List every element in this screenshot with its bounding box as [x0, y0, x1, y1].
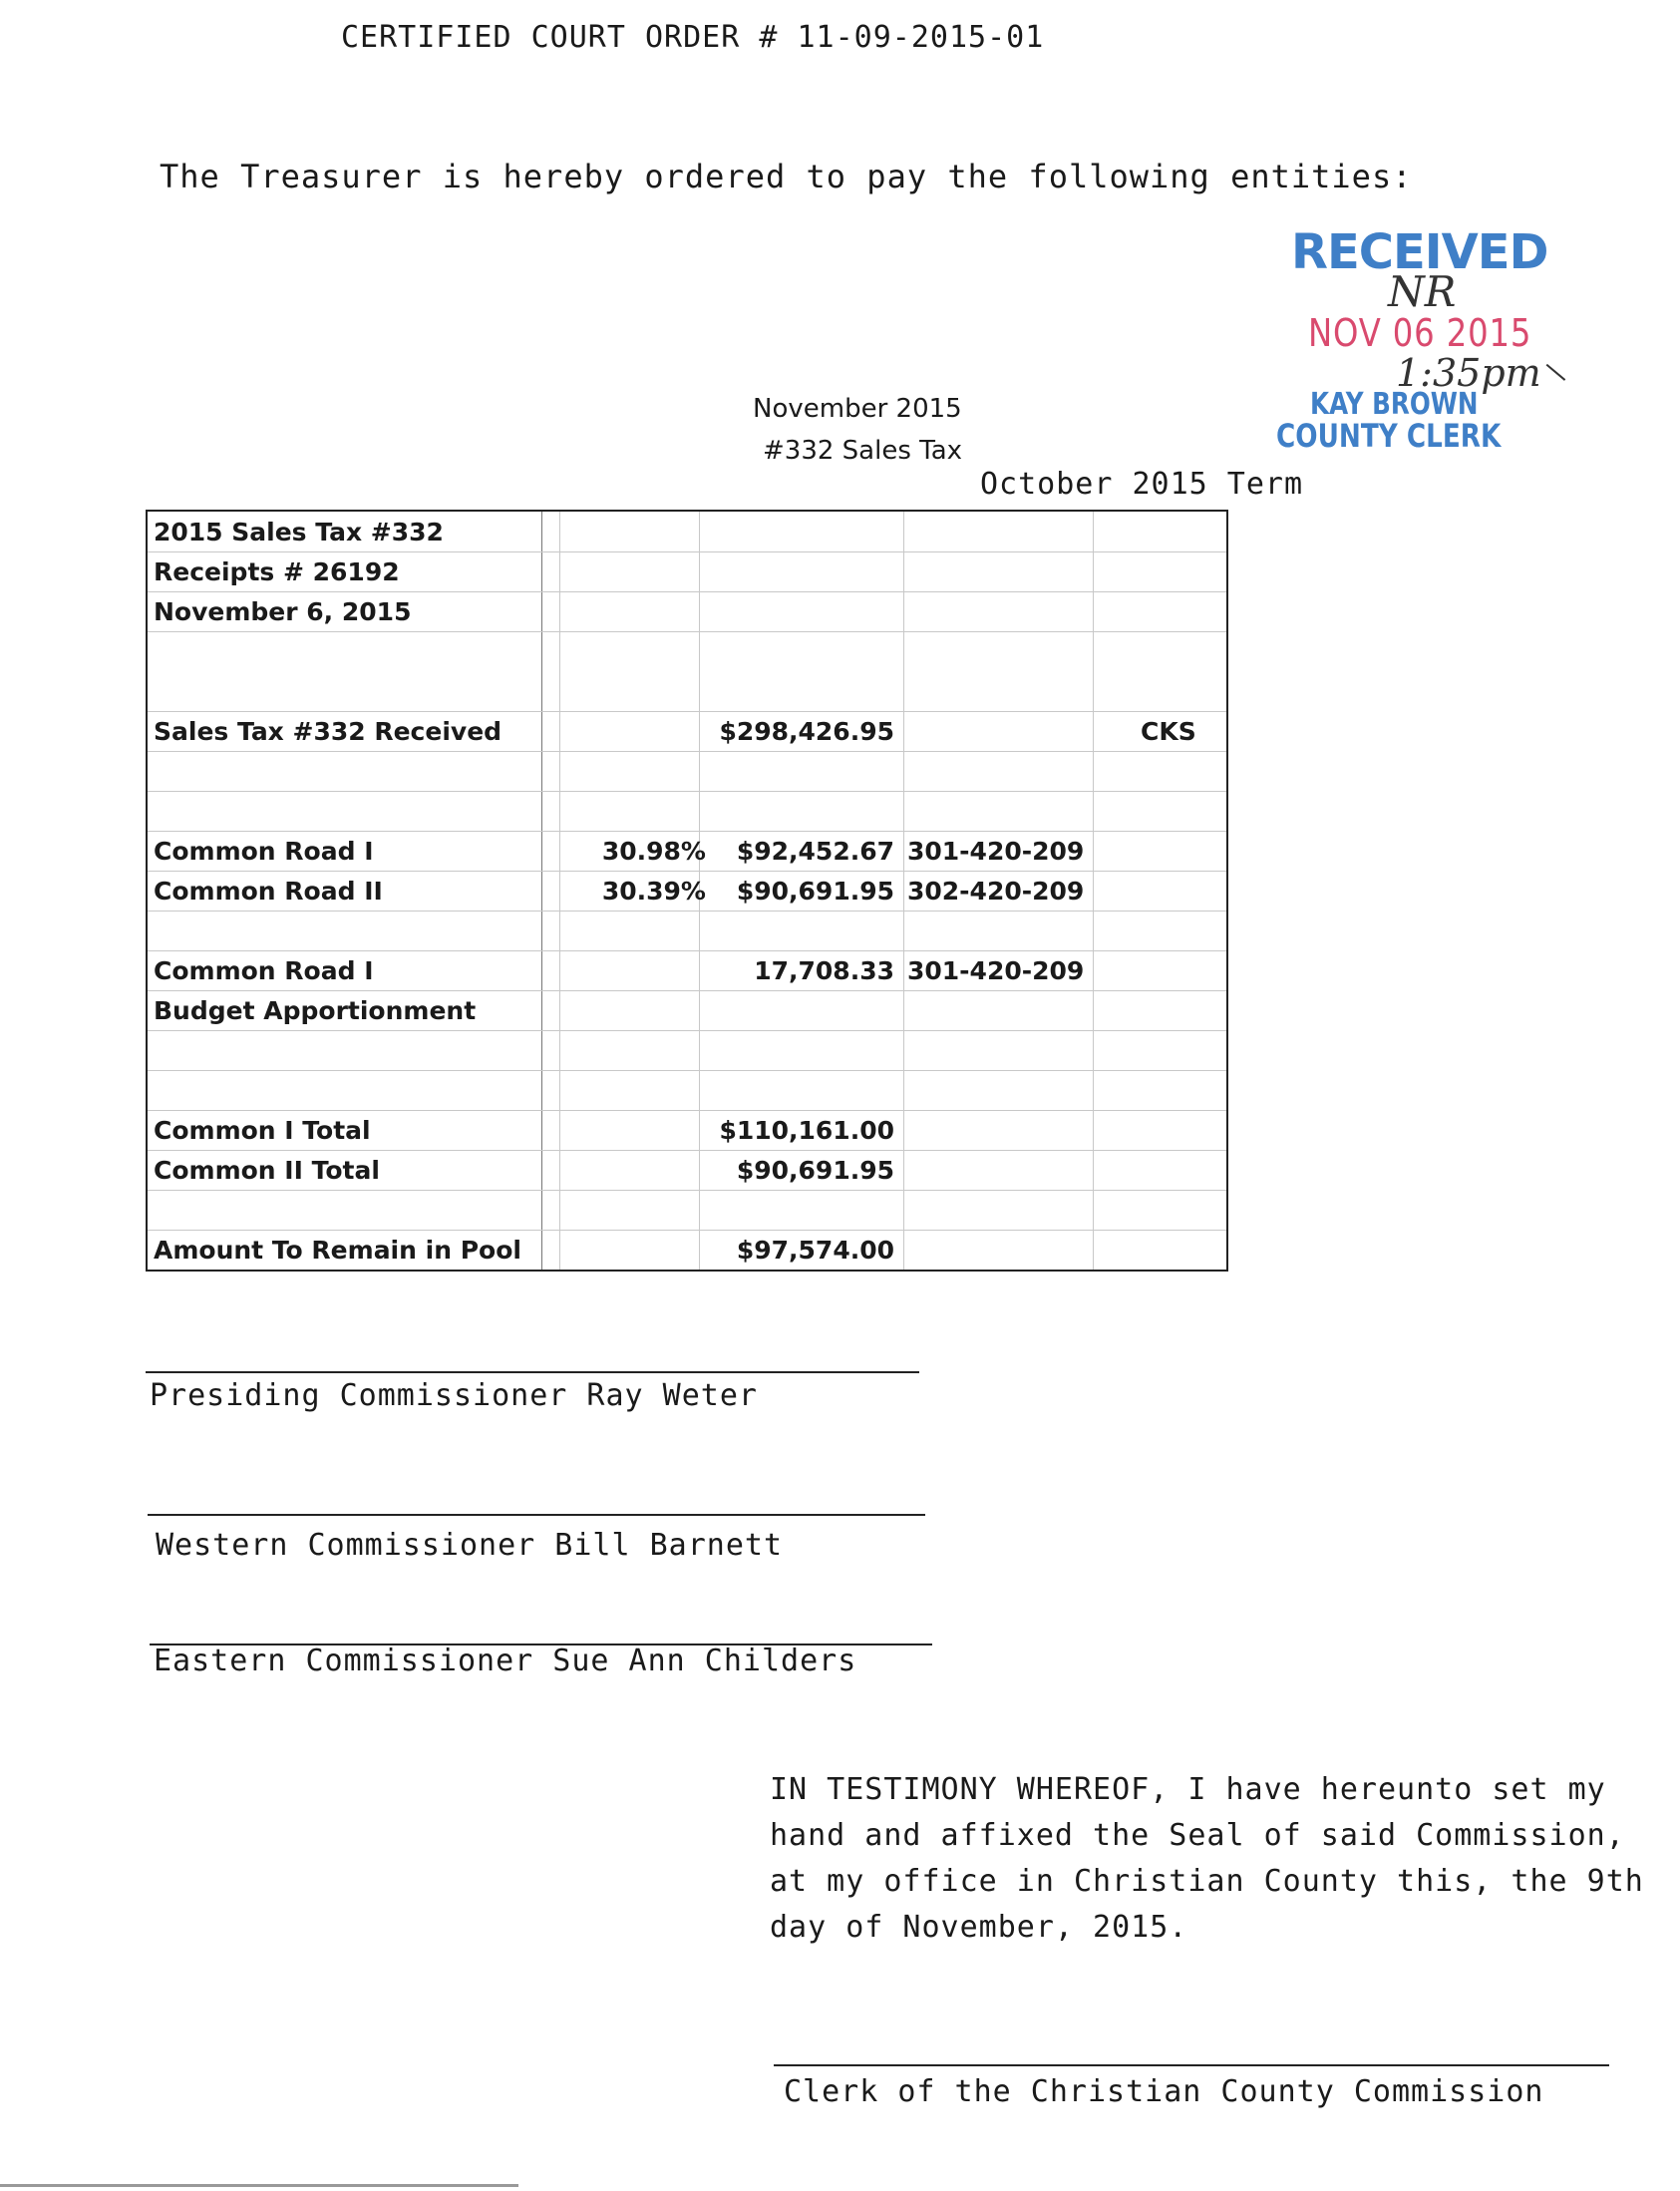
scan-edge-mark: [0, 2184, 518, 2187]
ledger-label: Common Road II: [154, 877, 383, 906]
column-divider: [1093, 512, 1094, 1270]
column-divider: [541, 512, 542, 1270]
eastern-commissioner-label: Eastern Commissioner Sue Ann Childers: [154, 1643, 857, 1678]
ledger-amount: $90,691.95: [736, 1156, 894, 1185]
stamp-clerk-office: COUNTY CLERK: [1276, 417, 1502, 455]
document-title: CERTIFIED COURT ORDER # 11-09-2015-01: [341, 20, 1045, 55]
column-divider: [559, 512, 560, 1270]
ledger-label: Common Road I: [154, 837, 374, 866]
clerk-signature-line: [774, 2064, 1609, 2066]
presiding-commissioner-label: Presiding Commissioner Ray Weter: [150, 1378, 758, 1413]
ledger-header-subtitle: #332 Sales Tax: [763, 436, 963, 466]
ledger-account: 302-420-209: [907, 877, 1085, 906]
row-divider: [148, 1150, 1226, 1151]
ledger-amount: $92,452.67: [736, 837, 894, 866]
clerk-label: Clerk of the Christian County Commission: [784, 2074, 1544, 2109]
western-commissioner-label: Western Commissioner Bill Barnett: [156, 1528, 784, 1563]
column-divider: [903, 512, 904, 1270]
ledger-percent: 30.98%: [601, 837, 706, 866]
ledger-amount: $110,161.00: [719, 1116, 894, 1145]
ledger-label: Common Road I: [154, 956, 374, 985]
stamp-received-text: RECEIVED: [1291, 224, 1548, 280]
ledger-account: 301-420-209: [907, 837, 1085, 866]
stamp-clerk-name: KAY BROWN: [1310, 387, 1479, 422]
received-stamp: [1276, 219, 1575, 459]
ledger-label: Common II Total: [154, 1156, 380, 1185]
ledger-label: Sales Tax #332 Received: [154, 717, 503, 746]
row-divider: [148, 631, 1226, 632]
ledger-note: CKS: [1141, 717, 1196, 746]
row-divider: [148, 751, 1226, 752]
ledger-amount: $90,691.95: [736, 877, 894, 906]
ledger-label: Amount To Remain in Pool: [154, 1236, 521, 1265]
ledger-label: Budget Apportionment: [154, 996, 477, 1025]
ledger-percent: 30.39%: [601, 877, 706, 906]
ledger-label: Common I Total: [154, 1116, 371, 1145]
stamp-time: 1:35pm: [1396, 351, 1541, 395]
row-divider: [148, 551, 1226, 552]
stamp-date: NOV 06 2015: [1308, 311, 1532, 355]
row-divider: [148, 1190, 1226, 1191]
ledger-label: Receipts # 26192: [154, 557, 400, 586]
ledger-amount: $298,426.95: [719, 717, 894, 746]
ledger-amount: $97,574.00: [736, 1236, 894, 1265]
row-divider: [148, 950, 1226, 951]
row-divider: [148, 911, 1226, 912]
row-divider: [148, 1230, 1226, 1231]
row-divider: [148, 1110, 1226, 1111]
ledger-label: 2015 Sales Tax #332: [154, 518, 444, 547]
stamp-initials: NR: [1388, 267, 1457, 316]
ledger-label: November 6, 2015: [154, 597, 412, 626]
row-divider: [148, 1030, 1226, 1031]
row-divider: [148, 1070, 1226, 1071]
western-signature-line: [148, 1514, 925, 1516]
row-divider: [148, 591, 1226, 592]
ledger-header-month: November 2015: [753, 394, 962, 424]
row-divider: [148, 871, 1226, 872]
court-term: October 2015 Term: [980, 467, 1304, 502]
presiding-signature-line: [146, 1371, 919, 1373]
row-divider: [148, 791, 1226, 792]
ledger-table: [146, 510, 1228, 1272]
ledger-account: 301-420-209: [907, 956, 1085, 985]
testimony-paragraph: IN TESTIMONY WHEREOF, I have hereunto set my hand and affixed the Seal of said Commission, at my office in Christian County this, the 9th day of November, 2015.: [770, 1772, 1644, 1945]
order-intro: The Treasurer is hereby ordered to pay the following entities:: [160, 158, 1413, 195]
row-divider: [148, 831, 1226, 832]
row-divider: [148, 711, 1226, 712]
row-divider: [148, 990, 1226, 991]
ledger-amount: 17,708.33: [754, 956, 894, 985]
